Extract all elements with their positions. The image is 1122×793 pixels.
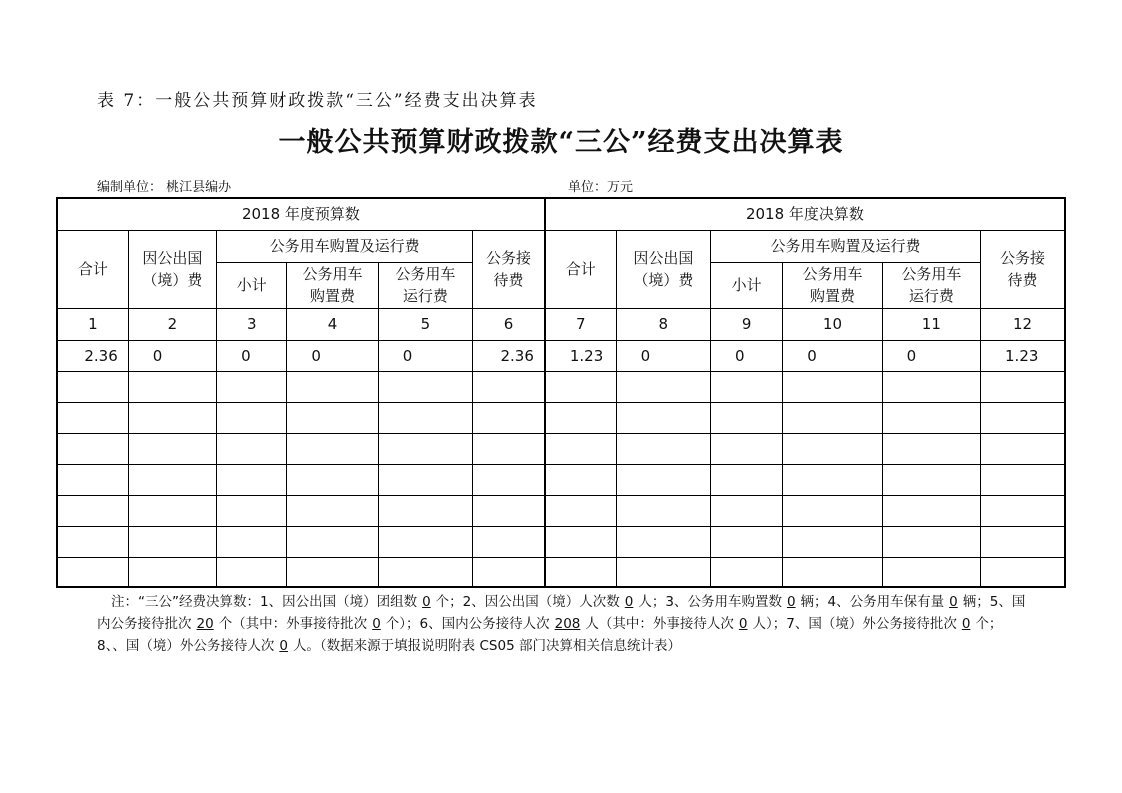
header-subtotal: 小计 (711, 262, 783, 308)
col-number: 3 (217, 308, 287, 340)
note-value: 0 (372, 616, 381, 632)
empty-row (57, 433, 1065, 464)
header-car-run: 公务用车运行费 (882, 262, 980, 308)
col-number: 4 (287, 308, 378, 340)
note-value: 0 (961, 616, 971, 632)
col-number: 12 (981, 308, 1065, 340)
col-number: 8 (616, 308, 710, 340)
note-text: 辆；4、公务用车保有量 (800, 594, 945, 610)
footnote (97, 591, 1027, 657)
note-text: 个；2、因公出国（境）人次数 (435, 594, 620, 610)
cell-budget-subtotal: 0 (217, 340, 287, 371)
group-header-budget: 2018 年度预算数 (57, 198, 545, 230)
empty-row (57, 402, 1065, 433)
cell-final-abroad: 0 (616, 340, 710, 371)
col-number: 2 (128, 308, 216, 340)
note-value: 0 (422, 594, 431, 610)
cell-final-reception: 1.23 (981, 340, 1065, 371)
group-header-final: 2018 年度决算数 (545, 198, 1065, 230)
cell-final-car-run: 0 (882, 340, 980, 371)
header-total: 合计 (545, 230, 616, 308)
header-abroad: 因公出国（境）费 (128, 230, 216, 308)
header-car-buy: 公务用车购置费 (783, 262, 882, 308)
empty-row (57, 464, 1065, 495)
col-number: 10 (783, 308, 882, 340)
page-title: 一般公共预算财政拨款“三公”经费支出决算表 (278, 127, 844, 158)
col-number: 1 (57, 308, 128, 340)
header-car-run: 公务用车运行费 (378, 262, 472, 308)
compiling-unit: 编制单位： 桃江县编办 (97, 180, 232, 195)
cell-final-total: 1.23 (545, 340, 616, 371)
empty-row (57, 526, 1065, 557)
note-text: 注：“三公”经费决算数：1、因公出国（境）团组数 (111, 594, 418, 610)
col-number: 7 (545, 308, 616, 340)
cell-budget-total: 2.36 (57, 340, 128, 371)
header-subtotal: 小计 (217, 262, 287, 308)
cell-budget-abroad: 0 (128, 340, 216, 371)
cell-budget-reception: 2.36 (473, 340, 545, 371)
header-car: 公务用车购置及运行费 (217, 230, 473, 262)
empty-row (57, 371, 1065, 402)
note-text: 个）；6、国内公务接待人次 (385, 616, 550, 632)
note-text: 辆；5、国内公务接待批次 (97, 594, 1026, 632)
header-total: 合计 (57, 230, 128, 308)
cell-budget-car-run: 0 (378, 340, 472, 371)
note-value: 0 (786, 594, 796, 610)
note-text: 个；8、、国（境）外公务接待人次 (97, 616, 1003, 654)
note-value: 0 (624, 594, 634, 610)
header-car-buy: 公务用车购置费 (287, 262, 378, 308)
note-value: 20 (196, 616, 214, 632)
cell-final-subtotal: 0 (711, 340, 783, 371)
note-text: 人；3、公务用车购置数 (638, 594, 782, 610)
expenditure-table (56, 197, 1066, 588)
col-number: 11 (882, 308, 980, 340)
header-car: 公务用车购置及运行费 (711, 230, 981, 262)
header-reception: 公务接待费 (473, 230, 545, 308)
note-value: 0 (949, 594, 958, 610)
table-caption: 表 7：一般公共预算财政拨款“三公”经费支出决算表 (97, 91, 538, 111)
note-text: 人。（数据来源于填报说明附表 CS05 部门决算相关信息统计表） (292, 638, 681, 654)
col-number: 9 (711, 308, 783, 340)
note-text: 个（其中：外事接待批次 (218, 616, 368, 632)
cell-final-car-buy: 0 (783, 340, 882, 371)
col-number: 6 (473, 308, 545, 340)
header-abroad: 因公出国（境）费 (616, 230, 710, 308)
table-row (57, 340, 1065, 371)
note-value: 208 (554, 616, 581, 632)
note-value: 0 (279, 638, 288, 654)
header-reception: 公务接待费 (981, 230, 1065, 308)
col-number: 5 (378, 308, 472, 340)
currency-unit: 单位：万元 (568, 180, 634, 195)
empty-row (57, 495, 1065, 526)
note-text: 人（其中：外事接待人次 (585, 616, 734, 632)
note-text: 人）；7、国（境）外公务接待批次 (752, 616, 957, 632)
cell-budget-car-buy: 0 (287, 340, 378, 371)
note-value: 0 (738, 616, 748, 632)
empty-row (57, 557, 1065, 587)
